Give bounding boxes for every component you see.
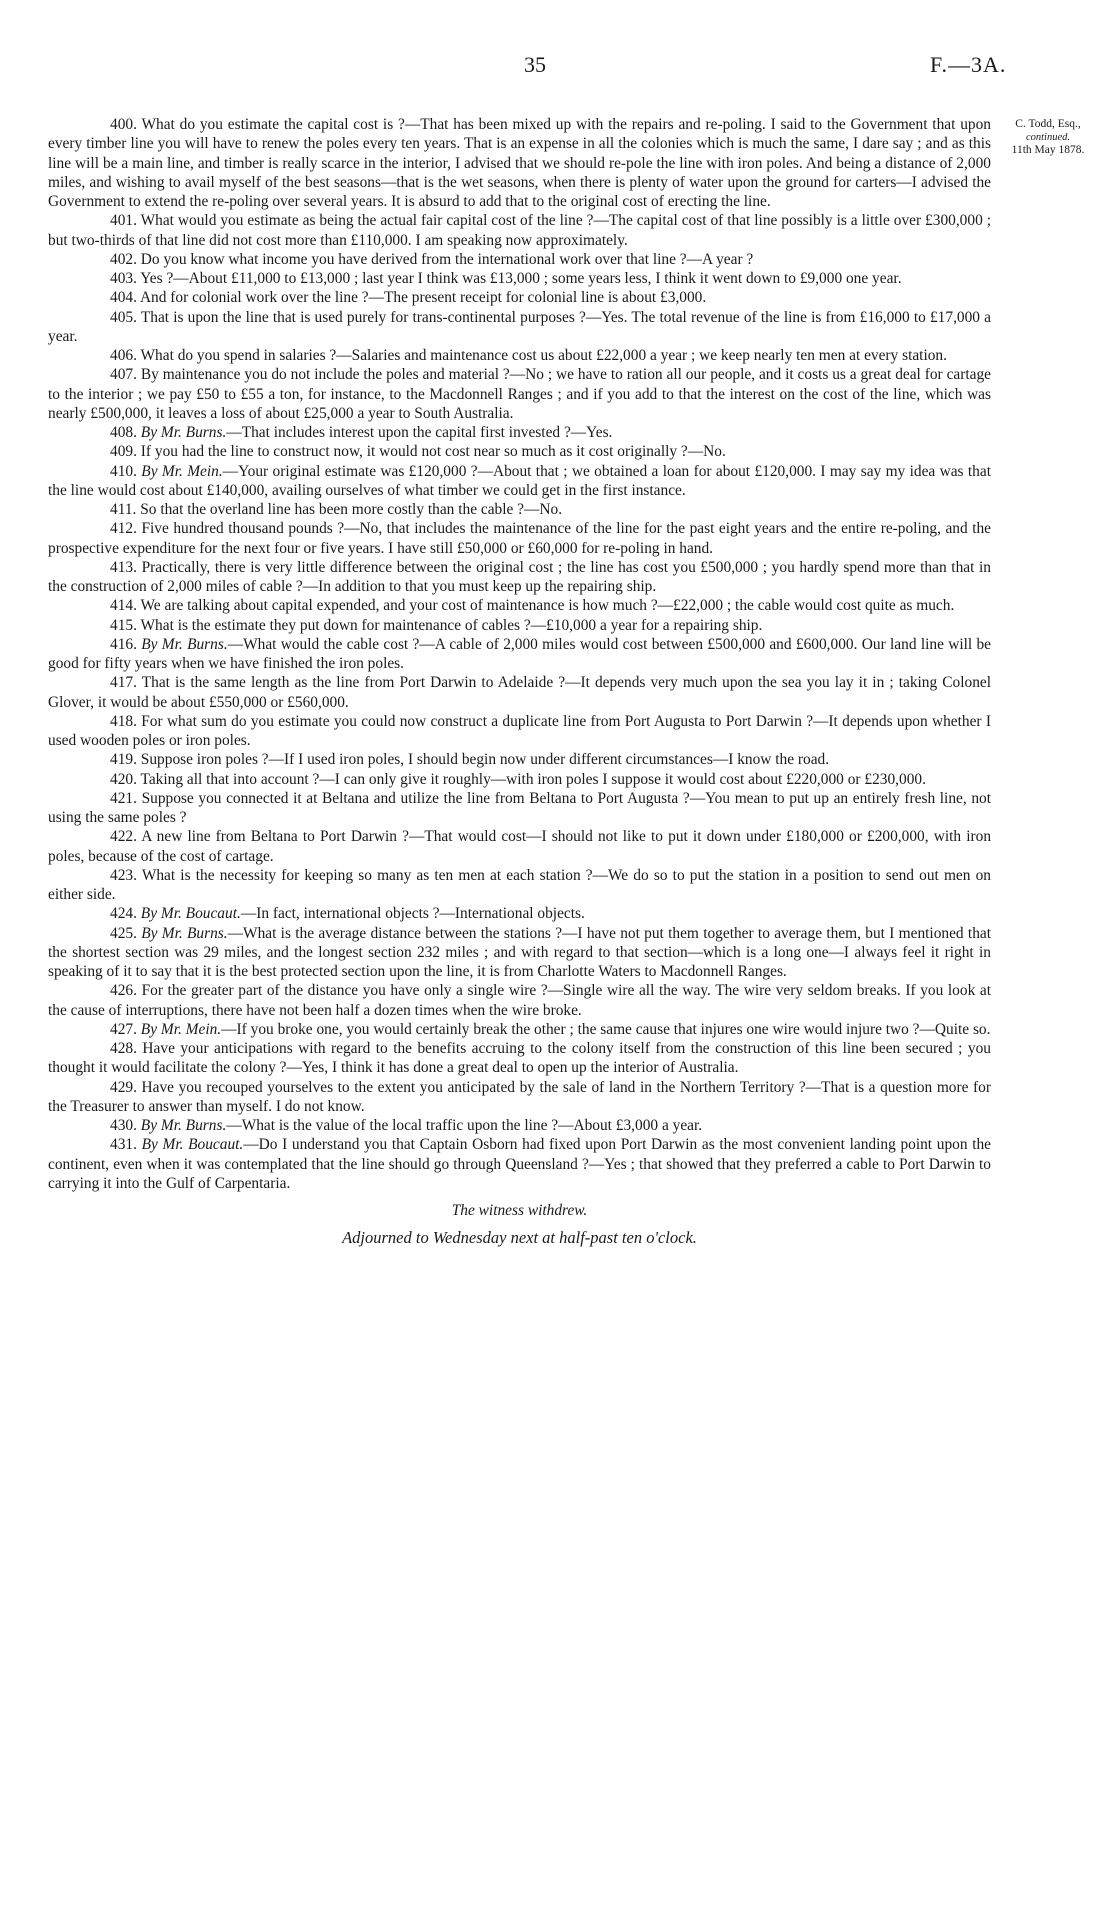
testimony-paragraph: [48, 442, 991, 461]
question-number: 416.: [110, 635, 137, 653]
question-answer-text: Taking all that into account ?—I can only give it roughly—with iron poles I suppose it would cost about £220,000 or £230,000.: [140, 770, 926, 788]
question-number: 424.: [110, 905, 137, 923]
question-number: 430.: [110, 1117, 137, 1134]
testimony-paragraph: [48, 423, 991, 442]
testimony-paragraph: [48, 269, 991, 288]
testimony-paragraph: [48, 904, 991, 923]
question-answer-text: If you had the line to construct now, it would not cost near so much as it cost originally ?—No.: [140, 443, 726, 461]
testimony-paragraph: [48, 1020, 991, 1039]
testimony-paragraph: [48, 827, 991, 866]
examiner-name: By Mr. Burns.: [141, 924, 228, 942]
question-number: 400.: [110, 116, 137, 133]
question-number: 428.: [110, 1040, 137, 1057]
question-number: 408.: [110, 424, 137, 441]
question-number: 422.: [110, 828, 137, 846]
question-number: 406.: [110, 347, 137, 364]
question-answer-text: For the greater part of the distance you have only a single wire ?—Single wire all the way. The wire very seldom breaks. If you look at the cause of interruptions, there have not been half a dozen times when the wire broke.: [48, 982, 991, 1019]
question-number: 420.: [110, 770, 137, 788]
question-answer-text: We are talking about capital expended, and your cost of maintenance is how much ?—£22,000 ; the cable would cost quite as much.: [140, 597, 955, 615]
question-number: 414.: [110, 597, 137, 615]
question-number: 423.: [110, 866, 137, 884]
question-answer-text: —If you broke one, you would certainly break the other ; the same cause that injures one wire would injure two ?—Quite so.: [221, 1020, 991, 1038]
question-number: 426.: [110, 982, 137, 1000]
question-number: 405.: [110, 308, 137, 326]
testimony-paragraph: [48, 211, 991, 250]
question-number: 418.: [110, 712, 137, 730]
testimony-paragraph: [48, 712, 991, 751]
question-answer-text: —What is the average distance between the stations ?—I have not put them together to average them, but I mentioned that the shortest section was 29 miles, and the longest section 232 miles ; and with regard to that section—which is a long one—I always feel it right in speaking of it to say that it is the best protected section upon the line, it is from Charlotte Waters to Macdonnell Ranges.: [48, 924, 991, 980]
testimony-paragraph: [48, 673, 991, 712]
document-code: F.—3A.: [930, 52, 1007, 77]
examiner-name: By Mr. Mein.: [140, 1020, 222, 1038]
question-number: 425.: [110, 924, 137, 942]
testimony-paragraph: [48, 770, 991, 789]
question-number: 427.: [110, 1020, 137, 1038]
question-number: 407.: [110, 366, 137, 384]
question-answer-text: Have your anticipations with regard to the benefits accruing to the colony itself from the construction of this line been secured ; you thought it would facilitate the colony ?—Yes, I think it has done a great deal to open up the interior of Australia.: [48, 1040, 991, 1077]
examiner-name: By Mr. Burns.: [140, 424, 227, 441]
question-answer-text: That is the same length as the line from Port Darwin to Adelaide ?—It depends very much upon the sea you lay it in ; taking Colonel Glover, it would be about £550,000 or £560,000.: [48, 674, 991, 711]
testimony-paragraph: [48, 308, 991, 347]
testimony-paragraph: [48, 924, 991, 982]
testimony-paragraph: [48, 558, 991, 597]
testimony-paragraph: [48, 981, 991, 1020]
testimony-paragraph: [48, 789, 991, 828]
testimony-paragraph: [48, 462, 991, 501]
question-answer-text: What do you spend in salaries ?—Salaries and maintenance cost us about £22,000 a year ; we keep nearly ten men at every station.: [140, 347, 947, 364]
testimony-paragraph: [48, 115, 991, 211]
question-answer-text: A new line from Beltana to Port Darwin ?—That would cost—I should not like to put it down under £180,000 or £200,000, with iron poles, because of the cost of cartage.: [48, 828, 992, 865]
question-number: 413.: [110, 558, 137, 576]
question-answer-text: —Your original estimate was £120,000 ?—About that ; we obtained a loan for about £120,000. I may say my idea was that the line would cost about £140,000, availing ourselves of what timber we could get in the first instance.: [48, 462, 991, 499]
question-answer-text: —In fact, international objects ?—International objects.: [240, 905, 585, 923]
question-answer-text: What is the estimate they put down for maintenance of cables ?—£10,000 a year for a repairing ship.: [140, 616, 763, 634]
question-answer-text: For what sum do you estimate you could now construct a duplicate line from Port Augusta to Port Darwin ?—It depends upon whether I used wooden poles or iron poles.: [48, 712, 991, 749]
question-answer-text: —What would the cable cost ?—A cable of 2,000 miles would cost between £500,000 and £600,000. Our land line will be good for fifty years when we have finished the iron poles.: [48, 635, 991, 672]
question-answer-text: Five hundred thousand pounds ?—No, that includes the maintenance of the line for the past eight years and the entire re-poling, and the prospective expenditure for the next four or five years. I have still £50,000 or £60,000 for re-poling in hand.: [48, 520, 991, 557]
testimony-paragraph: [48, 750, 991, 769]
margin-note-continued: continued.: [1025, 132, 1071, 143]
question-answer-text: Suppose iron poles ?—If I used iron poles, I should begin now under different circumstances—I know the road.: [140, 751, 830, 769]
testimony-paragraph: [48, 596, 991, 615]
testimony-paragraph: [48, 1039, 991, 1078]
question-number: 403.: [110, 270, 137, 287]
question-number: 411.: [110, 501, 137, 518]
question-answer-text: And for colonial work over the line ?—The present receipt for colonial line is about £3,000.: [139, 289, 707, 307]
question-number: 409.: [110, 443, 137, 461]
question-answer-text: That is upon the line that is used purely for trans-continental purposes ?—Yes. The total revenue of the line is from £16,000 to £17,000 a year.: [48, 308, 992, 345]
testimony-paragraph: [48, 1116, 991, 1135]
question-answer-text: —What is the value of the local traffic upon the line ?—About £3,000 a year.: [226, 1117, 703, 1134]
margin-note-witness: C. Todd, Esq.,: [1015, 118, 1081, 130]
testimony-paragraph: [48, 519, 991, 558]
testimony-paragraph: [48, 616, 991, 635]
witness-withdrew-note: The witness withdrew.: [451, 1202, 588, 1219]
question-number: 412.: [110, 520, 137, 538]
question-answer-text: What is the necessity for keeping so many as ten men at each station ?—We do so to put the station in a position to send out men on either side.: [48, 866, 991, 903]
examiner-name: By Mr. Burns.: [141, 635, 228, 653]
examiner-name: By Mr. Burns.: [140, 1117, 227, 1134]
examiner-name: By Mr. Boucaut.: [140, 905, 241, 923]
question-answer-text: Practically, there is very little difference between the original cost ; the line has cost you £500,000 ; you hardly spend more than that in the construction of 2,000 miles of cable ?—In addition to that you must keep up the repairing ship.: [48, 558, 991, 595]
question-answer-text: —That includes interest upon the capital first invested ?—Yes.: [226, 424, 613, 441]
question-number: 429.: [110, 1078, 137, 1096]
margin-note: [998, 118, 1098, 157]
question-answer-text: By maintenance you do not include the poles and material ?—No ; we have to ration all our people, and it costs us a great deal for cartage to the interior ; we pay £50 to £55 a ton, for instance, to the Macdonnell Ranges ; and if you add to that the interest on the cost of the line, which was nearly £500,000, it leaves a loss of about £25,000 a year to South Australia.: [48, 366, 991, 422]
question-number: 421.: [110, 789, 137, 807]
question-number: 402.: [110, 250, 137, 268]
margin-note-date: 11th May 1878.: [1011, 144, 1085, 156]
question-answer-text: So that the overland line has been more costly than the cable ?—No.: [140, 501, 563, 518]
testimony-paragraph: [48, 866, 991, 905]
testimony-paragraph: [48, 250, 991, 269]
testimony-paragraph: [48, 1135, 991, 1193]
testimony-paragraph: [48, 500, 991, 519]
question-number: 431.: [110, 1136, 137, 1154]
question-answer-text: Yes ?—About £11,000 to £13,000 ; last year I think was £13,000 ; some years less, I think it went down to £9,000 one year.: [140, 270, 902, 287]
testimony-paragraph: [48, 365, 991, 423]
testimony-paragraph: [48, 635, 991, 674]
question-answer-text: What do you estimate the capital cost is ?—That has been mixed up with the repairs and re-poling. I said to the Government that upon every timber line you will have to renew the poles every ten years. That is an expense in all the colonies which is much the same, I dare say ; and as this line will be a main line, and timber is really scarce in the interior, I advised that we should re-pole the line with iron poles. And being a distance of 2,000 miles, and wishing to avail myself of the best seasons—that is the wet seasons, when there is plenty of water upon the ground for carters—I advised the Government to extend the re-poling over several years. It is absurd to add that to the original cost of erecting the line.: [48, 116, 991, 210]
question-answer-text: Do you know what income you have derived from the international work over that line ?—A year ?: [140, 250, 754, 268]
examiner-name: By Mr. Mein.: [141, 462, 223, 480]
question-number: 417.: [110, 674, 137, 692]
question-number: 410.: [110, 462, 137, 480]
adjournment-note: Adjourned to Wednesday next at half-past ten o'clock.: [342, 1228, 697, 1248]
page-number: 35: [524, 52, 546, 77]
question-answer-text: What would you estimate as being the actual fair capital cost of the line ?—The capital cost of that line possibly is a little over £300,000 ; but two-thirds of that line did not cost more than £110,000. I am speaking now approximately.: [48, 212, 991, 249]
question-number: 404.: [110, 289, 137, 307]
testimony-paragraph: [48, 346, 991, 365]
question-answer-text: Have you recouped yourselves to the extent you anticipated by the sale of land in the Northern Territory ?—That is a question more for the Treasurer to answer than myself. I do not know.: [48, 1078, 991, 1115]
question-answer-text: Suppose you connected it at Beltana and utilize the line from Beltana to Port Augusta ?—You mean to put up an entirely fresh line, not using the same poles ?: [48, 789, 991, 826]
testimony-paragraph: [48, 288, 991, 307]
body-text: [48, 115, 991, 1248]
testimony-paragraph: [48, 1078, 991, 1117]
question-answer-text: —Do I understand you that Captain Osborn had fixed upon Port Darwin as the most convenient landing point upon the continent, even when it was contemplated that the line should go through Queensland ?—Yes ; that showed that they preferred a cable to Port Darwin to carrying it into the Gulf of Carpentaria.: [48, 1136, 991, 1192]
question-number: 419.: [110, 751, 137, 769]
examiner-name: By Mr. Boucaut.: [141, 1136, 244, 1154]
question-number: 415.: [110, 616, 137, 634]
question-number: 401.: [110, 212, 137, 230]
